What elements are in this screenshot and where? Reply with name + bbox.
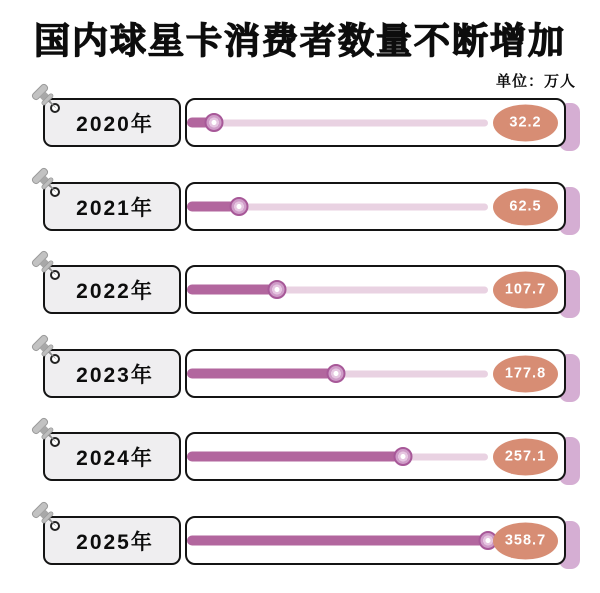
slider-knob bbox=[268, 280, 287, 299]
value-label: 62.5 bbox=[509, 198, 542, 215]
slider-knob bbox=[205, 113, 224, 132]
year-label: 2023年 bbox=[76, 363, 154, 387]
slider-knob bbox=[230, 197, 249, 216]
value-bubble bbox=[493, 271, 558, 308]
value-bubble bbox=[493, 104, 558, 141]
bar-track bbox=[187, 203, 488, 210]
bar-box bbox=[185, 98, 566, 147]
slider-knob bbox=[327, 364, 346, 383]
bar-track bbox=[187, 537, 488, 544]
unit-label: 单位：万人 bbox=[495, 73, 576, 90]
value-label: 257.1 bbox=[504, 448, 547, 465]
value-bubble bbox=[493, 522, 558, 559]
bar-track bbox=[187, 119, 488, 126]
value-label: 107.7 bbox=[504, 281, 547, 298]
bar-track bbox=[187, 370, 488, 377]
year-row bbox=[43, 98, 583, 147]
year-row bbox=[43, 182, 583, 231]
year-label: 2022年 bbox=[76, 279, 154, 303]
pushpin-icon bbox=[26, 82, 66, 122]
page-title: 国内球星卡消费者数量不断增加 bbox=[33, 20, 566, 61]
bar-track bbox=[187, 286, 488, 293]
bar-fill bbox=[187, 536, 488, 546]
slider-knob bbox=[394, 447, 413, 466]
value-bubble bbox=[493, 188, 558, 225]
year-label: 2024年 bbox=[76, 446, 154, 470]
bar-box bbox=[185, 432, 566, 481]
year-row bbox=[43, 432, 583, 481]
bar-fill bbox=[187, 452, 403, 462]
year-label: 2020年 bbox=[76, 112, 154, 136]
value-bubble bbox=[493, 355, 558, 392]
year-row bbox=[43, 349, 583, 398]
bar-box bbox=[185, 516, 566, 565]
year-row bbox=[43, 516, 583, 565]
bar-box bbox=[185, 265, 566, 314]
year-label: 2025年 bbox=[76, 530, 154, 554]
value-bubble bbox=[493, 438, 558, 475]
bar-fill bbox=[187, 369, 336, 379]
pushpin-icon bbox=[26, 333, 66, 373]
year-label: 2021年 bbox=[76, 196, 154, 220]
bar-fill bbox=[187, 285, 277, 295]
value-label: 32.2 bbox=[509, 114, 542, 131]
bar-box bbox=[185, 182, 566, 231]
pushpin-icon bbox=[26, 166, 66, 206]
bar-track bbox=[187, 453, 488, 460]
year-row bbox=[43, 265, 583, 314]
pushpin-icon bbox=[26, 500, 66, 540]
bar-box bbox=[185, 349, 566, 398]
pushpin-icon bbox=[26, 249, 66, 289]
pushpin-icon bbox=[26, 416, 66, 456]
value-label: 177.8 bbox=[504, 365, 547, 382]
value-label: 358.7 bbox=[504, 532, 547, 549]
